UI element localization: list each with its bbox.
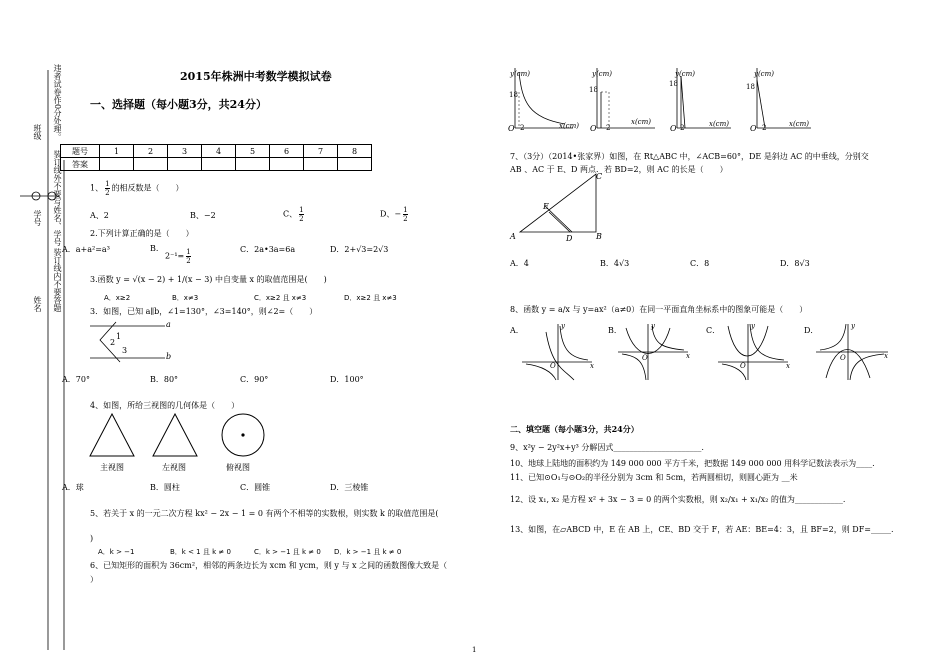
q7-point-b: B [596, 232, 602, 241]
q2-option-b-expr: 2⁻¹= $\frac{1}{2}$ [165, 248, 191, 265]
answer-cell[interactable] [236, 158, 270, 171]
q1-option-b: B、−2 [190, 211, 216, 220]
margin-id-label: 学号 [33, 210, 42, 226]
q8-d-origin: O [840, 354, 846, 362]
q1-stem: 1、 $\frac{1}{2}$ 的相反数是（ ） [90, 180, 184, 197]
section2-heading: 二、填空题（每小题3分，共24分） [510, 424, 639, 434]
score-table-number: 8 [338, 145, 372, 158]
q6-stem-tail: ） [90, 575, 98, 584]
q6-graph-a-y-tick: 18 [509, 91, 518, 99]
q3b-option-b: B．80° [150, 375, 179, 384]
score-table-number: 5 [236, 145, 270, 158]
q8-c-axis-x: x [786, 362, 790, 370]
q3b-option-a: A．70° [62, 375, 90, 384]
score-table-number: 6 [270, 145, 304, 158]
q6-graph-d-y-tick: 18 [746, 83, 755, 91]
q12-text: 12、设 x₁, x₂ 是方程 x² + 3x − 3 = 0 的两个实数根，则 x₂/x₁ + x₁/x₂ 的值为____________. [510, 495, 846, 504]
q2-option-b: B. [150, 244, 159, 253]
q2-option-a: A．a+a²=a³ [62, 245, 110, 254]
q8-a-axis-y: y [561, 322, 565, 330]
q4-option-d: D．三棱锥 [330, 483, 369, 492]
q5-option-a: A．k > −1 [98, 548, 135, 556]
q6-graph-b-x-tick: 2 [606, 124, 611, 132]
score-table-number-label: 题号 [61, 145, 100, 158]
q3-option-a: A．x≥2 [104, 294, 131, 302]
q7-stem-2: AB 、AC 于 E、D 两点．若 BD=2，则 AC 的长是（ ） [510, 165, 728, 174]
section1-heading: 一、选择题（每小题3分，共24分） [90, 98, 267, 111]
q13-text: 13、如图，在▱ABCD 中，E 在 AB 上，CE、BD 交于 F，若 AE：BE=4：3，且 BF=2，则 DF=_____. [510, 525, 894, 534]
q11-text: 11、已知⊙O₁与⊙O₂的半径分别为 3cm 和 5cm，若两圆相切，则圆心距为 __米 [510, 473, 798, 482]
q6-stem: 6、已知矩形的面积为 36cm²，相邻的两条边长为 xcm 和 ycm，则 y 与 x 之间的函数图像大致是（ [90, 561, 448, 570]
answer-cell[interactable] [100, 158, 134, 171]
q6-graphs [505, 62, 835, 132]
q7-stem: 7、（3分）（2014•张家界）如图，在 Rt△ABC 中，∠ACB=60°，DE 是斜边 AC 的中垂线，分别交 [510, 152, 869, 161]
q8-option-c: C． [706, 326, 721, 335]
q7-option-b: B．4√3 [600, 259, 630, 268]
q6-graph-d-y-label: y(cm) [754, 70, 774, 78]
score-table-number: 3 [168, 145, 202, 158]
q6-graph-a-x-tick: 2 [520, 124, 525, 132]
q8-d-axis-y: y [851, 322, 855, 330]
top-view-label: 俯视图 [226, 463, 250, 472]
q3b-stem: 3．如图，已知 a∥b，∠1=130°，∠3=140°，则∠2=（ ） [90, 307, 318, 316]
q1-option-c: C、 $\frac{1}{2}$ [283, 206, 304, 223]
q6-graph-b-x-label: x(cm) [631, 118, 651, 126]
answer-cell[interactable] [338, 158, 372, 171]
q7-point-d: D [566, 234, 573, 243]
margin-name-label: 姓名 [33, 296, 42, 312]
score-table [60, 144, 372, 171]
q6-graph-d-origin: O [750, 124, 757, 133]
q3b-line-b-label: b [166, 352, 172, 361]
margin-class-label: 班级 [33, 124, 42, 140]
q7-point-e: E [543, 202, 549, 211]
answer-cell[interactable] [270, 158, 304, 171]
q1-option-a: A、2 [90, 211, 109, 220]
q8-d-axis-x: x [884, 352, 888, 360]
q3-stem: 3.函数 y = √(x − 2) + 1/(x − 3) 中自变量 x 的取值范围是( ) [90, 275, 327, 284]
q4-option-a: A．球 [62, 483, 84, 492]
q8-option-d: D． [804, 326, 819, 335]
left-view-label: 左视图 [162, 463, 186, 472]
q10-text: 10、地球上陆地的面积约为 149 000 000 平方千米，把数据 149 000 000 用科学记数法表示为____. [510, 459, 875, 468]
q7-point-c: C [596, 172, 603, 181]
q8-b-origin: O [642, 354, 648, 362]
q3-option-d: D．x≥2 且 x≠3 [344, 294, 397, 302]
q8-a-origin: O [550, 362, 556, 370]
q8-stem: 8、函数 y = a/x 与 y=ax²（a≠0）在同一平面直角坐标系中的图象可能是（ ） [510, 305, 808, 314]
answer-cell[interactable] [304, 158, 338, 171]
three-views-figure [88, 412, 268, 462]
q7-option-d: D．8√3 [780, 259, 810, 268]
q8-graphs [522, 322, 902, 382]
q5-option-b: B．k < 1 且 k ≠ 0 [170, 548, 231, 556]
q6-graph-b-origin: O [590, 124, 597, 133]
q8-c-axis-y: y [751, 322, 755, 330]
q3-option-c: C．x≥2 且 x≠3 [254, 294, 307, 302]
q8-b-axis-y: y [651, 322, 655, 330]
q3b-angle-2: 2 [110, 338, 116, 347]
q6-graph-c-origin: O [670, 124, 677, 133]
q4-option-b: B．圆柱 [150, 483, 180, 492]
margin-notice-1: 装订线内不要答题 [53, 248, 62, 312]
q3b-angle-1: 1 [116, 332, 122, 341]
q8-c-origin: O [740, 362, 746, 370]
score-table-answer-label: 答案 [61, 158, 100, 171]
answer-cell[interactable] [134, 158, 168, 171]
q6-graph-d-x-label: x(cm) [789, 120, 809, 128]
q6-graph-b-y-label: y(cm) [592, 70, 612, 78]
q7-option-c: C．8 [690, 259, 710, 268]
q3b-angle-3: 3 [122, 346, 128, 355]
q8-a-axis-x: x [590, 362, 594, 370]
score-table-number: 2 [134, 145, 168, 158]
q6-graph-c-y-label: y(cm) [675, 70, 695, 78]
front-view-label: 主视图 [100, 463, 124, 472]
q1-option-d: D、− $\frac{1}{2}$ [380, 206, 408, 223]
q6-graph-c-x-tick: 2 [680, 124, 685, 132]
q6-graph-a-origin: O [508, 124, 515, 133]
q6-graph-c-y-tick: 18 [669, 80, 678, 88]
q6-graph-b-y-tick: 18 [589, 86, 598, 94]
q5-option-d: D．k > −1 且 k ≠ 0 [334, 548, 402, 556]
q5-stem: 5、若关于 x 的一元二次方程 kx² − 2x − 1 = 0 有两个不相等的实数根，则实数 k 的取值范围是( [90, 509, 439, 518]
q4-stem: 4、如图，所给三视图的几何体是（ ） [90, 401, 240, 410]
q8-option-b: B． [608, 326, 622, 335]
q7-option-a: A．4 [510, 259, 529, 268]
margin-notice-3: 违者试卷作0分处理。 [53, 64, 62, 142]
q3-option-b: B．x≠3 [172, 294, 199, 302]
score-table-number: 1 [100, 145, 134, 158]
margin-notice-2: 装订线外不要写姓名、学号 [53, 150, 62, 246]
q5-stem-tail: ) [90, 534, 94, 543]
answer-cell[interactable] [168, 158, 202, 171]
q3b-line-a-label: a [166, 320, 171, 329]
q6-graph-a-x-label: x(cm) [559, 122, 579, 130]
q8-b-axis-x: x [686, 352, 690, 360]
q5-option-c: C．k > −1 且 k ≠ 0 [254, 548, 321, 556]
q9-text: 9、x²y − 2y²x+y³ 分解因式______________________. [510, 443, 704, 452]
q2-option-d: D．2+√3=2√3 [330, 245, 389, 254]
exam-title: 2015年株洲中考数学模拟试卷 [180, 70, 332, 83]
q7-point-a: A [510, 232, 516, 241]
q3b-option-d: D．100° [330, 375, 364, 384]
q6-graph-a-y-label: y(cm) [510, 70, 530, 78]
q3b-option-c: C．90° [240, 375, 269, 384]
score-table-number: 7 [304, 145, 338, 158]
q4-option-c: C．圆锥 [240, 483, 271, 492]
q6-graph-c-x-label: x(cm) [709, 120, 729, 128]
q2-stem: 2.下列计算正确的是（ ） [90, 229, 194, 238]
q8-option-a: A． [510, 326, 524, 335]
q6-graph-d-x-tick: 2 [762, 124, 767, 132]
score-table-number: 4 [202, 145, 236, 158]
answer-cell[interactable] [202, 158, 236, 171]
page-number: 1 [472, 646, 477, 654]
q2-option-c: C．2a•3a=6a [240, 245, 296, 254]
